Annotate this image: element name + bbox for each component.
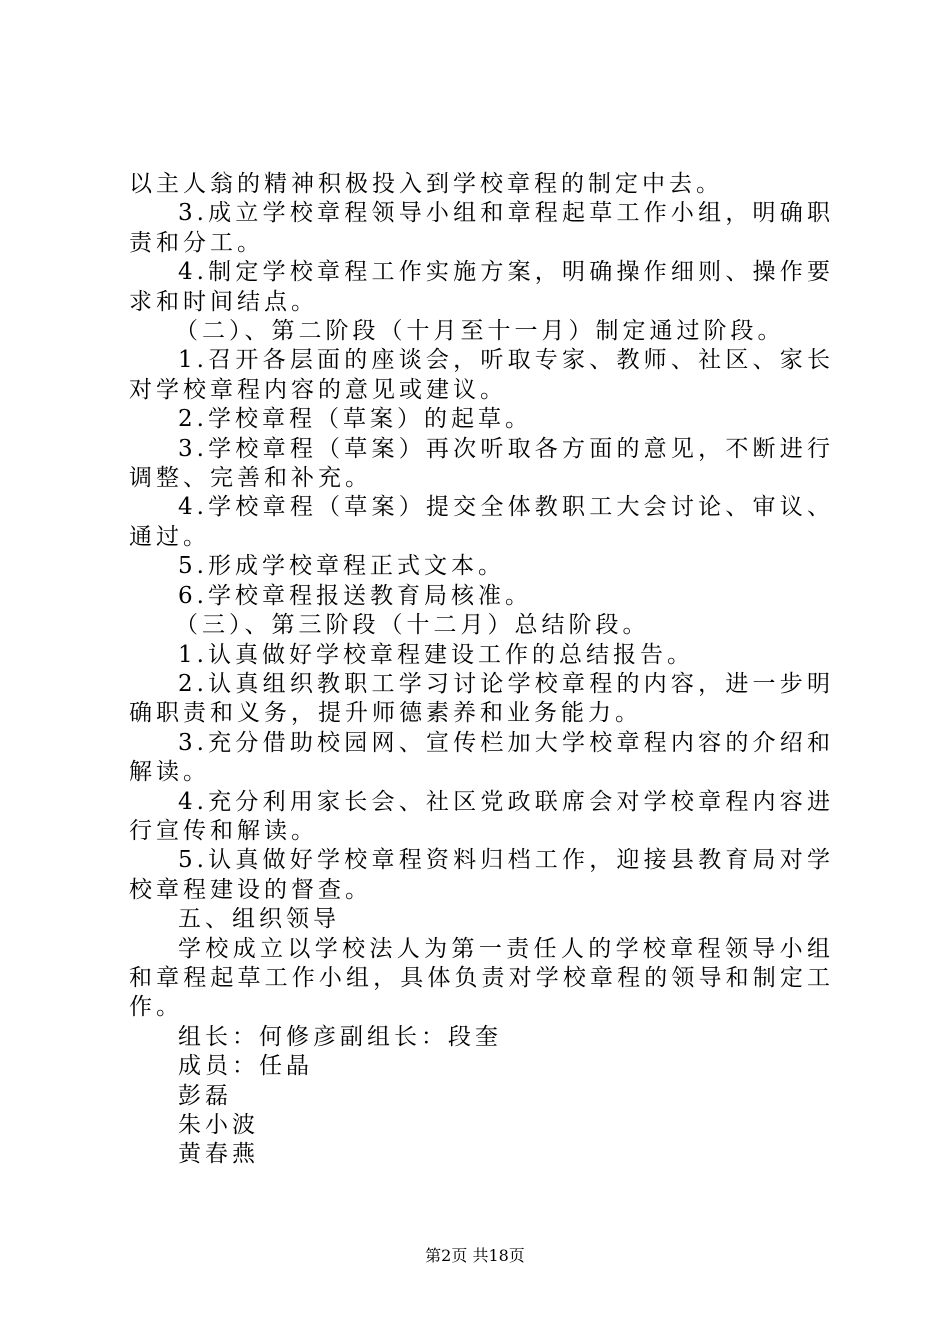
- paragraph: 3.学校章程（草案）再次听取各方面的意见，不断进行调整、完善和补充。: [129, 435, 834, 492]
- paragraph: 4.制定学校章程工作实施方案，明确操作细则、操作要求和时间结点。: [129, 259, 834, 315]
- document-body: [129, 170, 834, 1170]
- section-heading: （三）、第三阶段（十二月）总结阶段。: [175, 612, 650, 639]
- paragraph: 以主人翁的精神积极投入到学校章程的制定中去。: [129, 171, 723, 197]
- member-line: 朱小波: [178, 1112, 259, 1138]
- section-heading: 五、组织领导: [178, 906, 340, 933]
- paragraph: 学校成立以学校法人为第一责任人的学校章程领导小组和章程起草工作小组，具体负责对学校章程的领导和制定工作。: [129, 935, 834, 1021]
- paragraph: 1.召开各层面的座谈会，听取专家、教师、社区、家长对学校章程内容的意见或建议。: [129, 347, 834, 403]
- member-line: 成员：任晶: [178, 1053, 313, 1080]
- paragraph: 3.成立学校章程领导小组和章程起草工作小组，明确职责和分工。: [129, 200, 834, 256]
- paragraph: 6.学校章程报送教育局核准。: [178, 582, 532, 609]
- paragraph: 1.认真做好学校章程建设工作的总结报告。: [178, 641, 694, 668]
- paragraph: 5.认真做好学校章程资料归档工作，迎接县教育局对学校章程建设的督查。: [129, 847, 834, 903]
- paragraph: 3.充分借助校园网、宣传栏加大学校章程内容的介绍和解读。: [129, 729, 834, 786]
- paragraph: 4.充分利用家长会、社区党政联席会对学校章程内容进行宣传和解读。: [129, 788, 834, 844]
- section-heading: （二）、第二阶段（十月至十一月）制定通过阶段。: [175, 318, 785, 345]
- member-line: 黄春燕: [178, 1141, 259, 1168]
- paragraph: 2.学校章程（草案）的起草。: [178, 406, 532, 433]
- paragraph: 4.学校章程（草案）提交全体教职工大会讨论、审议、通过。: [129, 494, 834, 550]
- member-line: 组长：何修彦副组长：段奎: [178, 1023, 502, 1050]
- page-footer: 第2页 共18页: [425, 1246, 525, 1265]
- paragraph: 5.形成学校章程正式文本。: [178, 553, 505, 580]
- member-line: 彭磊: [178, 1082, 232, 1109]
- paragraph: 2.认真组织教职工学习讨论学校章程的内容，进一步明确职责和义务，提升师德素养和业务能力。: [129, 670, 834, 727]
